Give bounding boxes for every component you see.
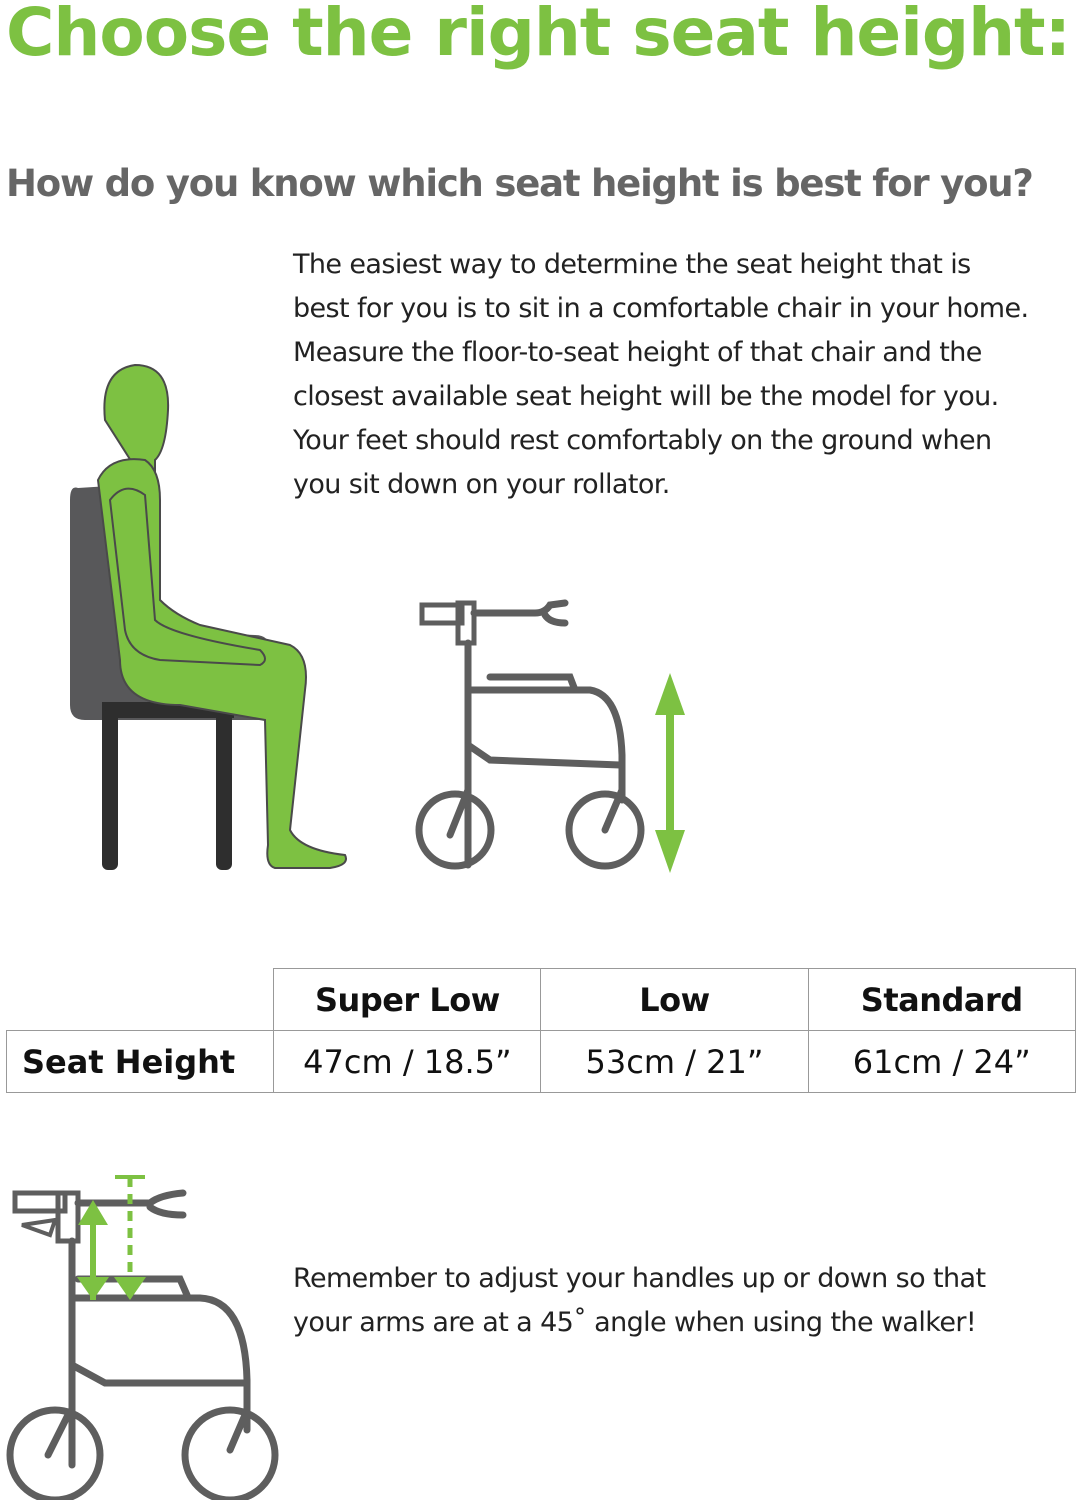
table-cell: 53cm / 21” — [541, 1031, 808, 1093]
intro-line: Measure the floor-to-seat height of that chair and the — [293, 337, 982, 368]
intro-line: Your feet should rest comfortably on the ground when — [293, 425, 992, 456]
handle-adjust-illustration — [0, 1165, 290, 1500]
column-header: Low — [541, 969, 808, 1031]
intro-line: The easiest way to determine the seat height that is — [293, 249, 971, 280]
seat-height-table — [6, 968, 1076, 1093]
column-header: Standard — [808, 969, 1075, 1031]
tip-line: Remember to adjust your handles up or down so that — [293, 1263, 986, 1294]
seated-person-illustration — [60, 360, 360, 880]
intro-paragraph — [293, 243, 1073, 507]
intro-line: best for you is to sit in a comfortable chair in your home. — [293, 293, 1029, 324]
intro-line: you sit down on your rollator. — [293, 469, 670, 500]
table-header-row — [7, 969, 1076, 1031]
row-label: Seat Height — [7, 1031, 274, 1093]
table-row — [7, 1031, 1076, 1093]
intro-line: closest available seat height will be the model for you. — [293, 381, 999, 412]
table-cell: 61cm / 24” — [808, 1031, 1075, 1093]
column-header: Super Low — [274, 969, 541, 1031]
page-title: Choose the right seat height: — [6, 0, 1070, 71]
handle-tip-paragraph — [293, 1257, 1073, 1345]
height-arrow-icon — [655, 673, 685, 873]
table-cell: 47cm / 18.5” — [274, 1031, 541, 1093]
section-heading: How do you know which seat height is best for you? — [6, 162, 1033, 205]
tip-line: your arms are at a 45˚ angle when using the walker! — [293, 1307, 977, 1338]
rollator-illustration — [410, 595, 700, 885]
